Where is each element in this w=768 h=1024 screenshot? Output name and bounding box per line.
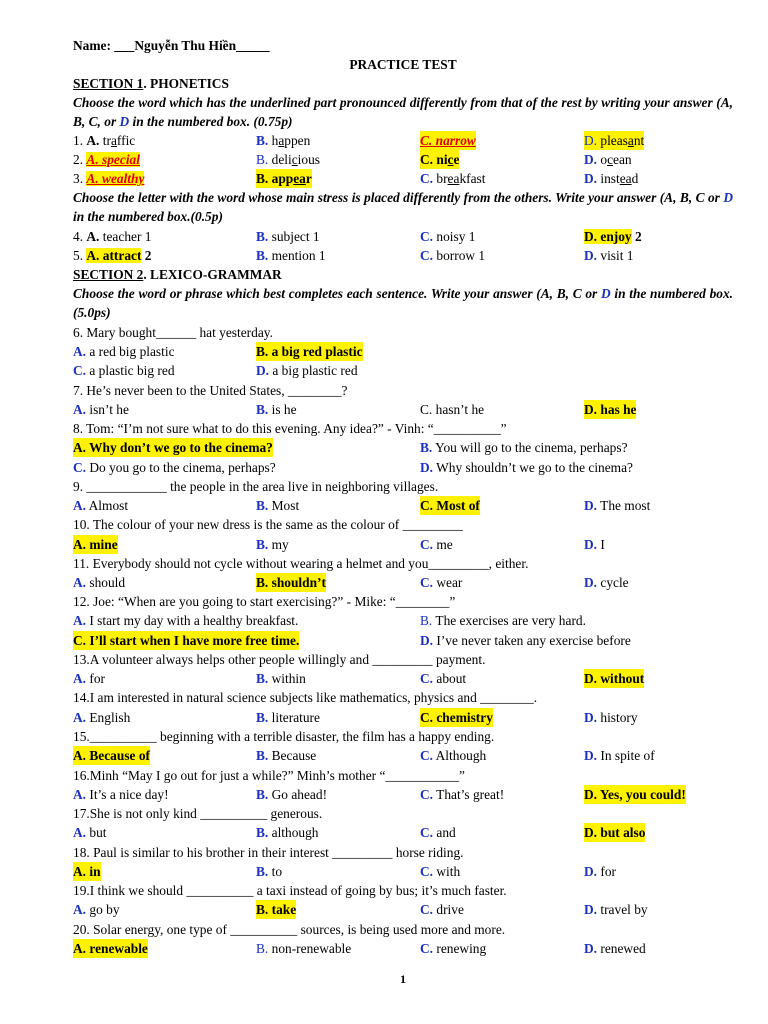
- question-stem: 15.__________ beginning with a terrible disaster, the film has a happy ending.: [73, 729, 495, 744]
- question-stem: 12. Joe: “When are you going to start exercising?” - Mike: “________”: [73, 594, 456, 609]
- question-stem: 8. Tom: “I’m not sure what to do this evening. Any idea?” - Vinh: “__________”: [73, 421, 507, 436]
- section1-instruction-1: Choose the word which has the underlined part pronounced differently from that of the rest by writing your answer (A, B, C, or D in the numbered box. (0.75p): [73, 95, 733, 130]
- section1-heading: SECTION 1. PHONETICS: [73, 76, 229, 91]
- question-stem: 7. He’s never been to the United States, ________?: [73, 383, 348, 398]
- section2-instruction: Choose the word or phrase which best completes each sentence. Write your answer (A, B, C or D in the numbered box. (5.0ps): [73, 286, 733, 321]
- question-stem: 13.A volunteer always helps other people willingly and _________ payment.: [73, 652, 486, 667]
- question-stem: 9. ____________ the people in the area live in neighboring villages.: [73, 479, 439, 494]
- question-stem: 20. Solar energy, one type of __________ sources, is being used more and more.: [73, 922, 506, 937]
- section2-heading: SECTION 2. LEXICO-GRAMMAR: [73, 267, 282, 282]
- name-value: ___Nguyễn Thu Hiền_____: [110, 38, 270, 53]
- question-stem: 6. Mary bought______ hat yesterday.: [73, 325, 273, 340]
- question-stem: 17.She is not only kind __________ generous.: [73, 806, 323, 821]
- page-title: PRACTICE TEST: [349, 57, 457, 72]
- question-stem: 14.I am interested in natural science subjects like mathematics, physics and ________.: [73, 690, 538, 705]
- question-stem: 18. Paul is similar to his brother in their interest _________ horse riding.: [73, 845, 464, 860]
- student-name-line: [73, 36, 733, 55]
- name-label: Name:: [73, 38, 111, 53]
- page-number: 1: [400, 972, 406, 986]
- question-stem: 16.Minh “May I go out for just a while?” Minh’s mother “___________”: [73, 768, 465, 783]
- question-stem: 10. The colour of your new dress is the same as the colour of _________: [73, 517, 463, 532]
- section1-instruction-2: Choose the letter with the word whose main stress is placed differently from the others. Write your answer (A, B, C or D in the numbered box.(0.5p): [73, 190, 733, 225]
- question-stem: 11. Everybody should not cycle without wearing a helmet and you_________, either.: [73, 556, 529, 571]
- document-page: Name: ___Nguyễn Thu Hiền_____ PRACTICE TEST SECTION 1. PHONETICS Choose the word which has the underlined part pronounced differently from that of the rest by writing your answer (A, B, C, or D in the numbered box. (0.75p) 1. A. traffic B. happen C. narrow D. pleasant 2. A. special B. delicious C. nice D. ocean 3. A. wealthy B. appear C. breakfast D. instead Choose the letter with the word whose main stress is placed differently from the others. Write your answer (A, B, C or D in the numbered box.(0.5p) 4. A. teacher 1 B. subject 1 C. noisy 1 D. enjoy 2 5. A. attract 2 B. mention 1 C. borrow 1 D. visit 1 SECTION 2. LEXICO-GRAMMAR Choose the word or phrase which best completes each sentence. Write your answer (A, B, C or D in the numbered box. (5.0ps) 6. Mary bought______ hat yesterday. A. a red big plastic B. a big red plastic C. a plastic big red D. a big plastic red 7. He’s never been to the United States, ________? A. isn’t he B. is he C. hasn’t he D. has he 8. Tom: “I’m not sure what to do this evening. Any idea?” - Vinh: “__________” A. Why don’t we go to the cinema? B. You will go to the cinema, perhaps? C. Do you go to the cinema, perhaps? D. Why shouldn’t we go to the cinema? 9. ____________ the people in the area live in neighboring villages. A. Almost B. Most C. Most of D. The most 10. The colour of your new dress is the same as the colour of _________ A. mine B. my C. me D. I 11. Everybody should not cycle without wearing a helmet and you_________, either. A. should B. shouldn’t C. wear D. cycle 12. Joe: “When are you going to start exercising?” - Mike: “________” A. I start my day with a healthy breakfast. B. The exercises are very hard. C. I’ll start when I have more free time. D. I’ve never taken any exercise before 13.A volunteer always helps other people willingly and _________ payment. A. for B. within C. about D. without 14.I am interested in natural science subjects like mathematics, physics and ________. A. English B. literature C. chemistry D. history 15.__________ beginning with a terrible disaster, the film has a happy ending. A. Because of B. Because C. Although D. In spite of 16.Minh “May I go out for just a while?” Minh’s mother “___________” A. It’s a nice day! B. Go ahead! C. That’s great! D. Yes, you could! 17.She is not only kind __________ generous. A. but B. although C. and D. but also 18. Paul is similar to his brother in their interest _________ horse riding. A. in B. to C. with D. for 19.I think we should __________ a taxi instead of going by bus; it’s much faster. A. go by B. take C. drive D. travel by 20. Solar energy, one type of __________ sources, is being used more and more. A. renewable B. non-renewable C. renewing D. renewed 1: [0, 0, 768, 1024]
- question-stem: 19.I think we should __________ a taxi instead of going by bus; it’s much faster.: [73, 883, 507, 898]
